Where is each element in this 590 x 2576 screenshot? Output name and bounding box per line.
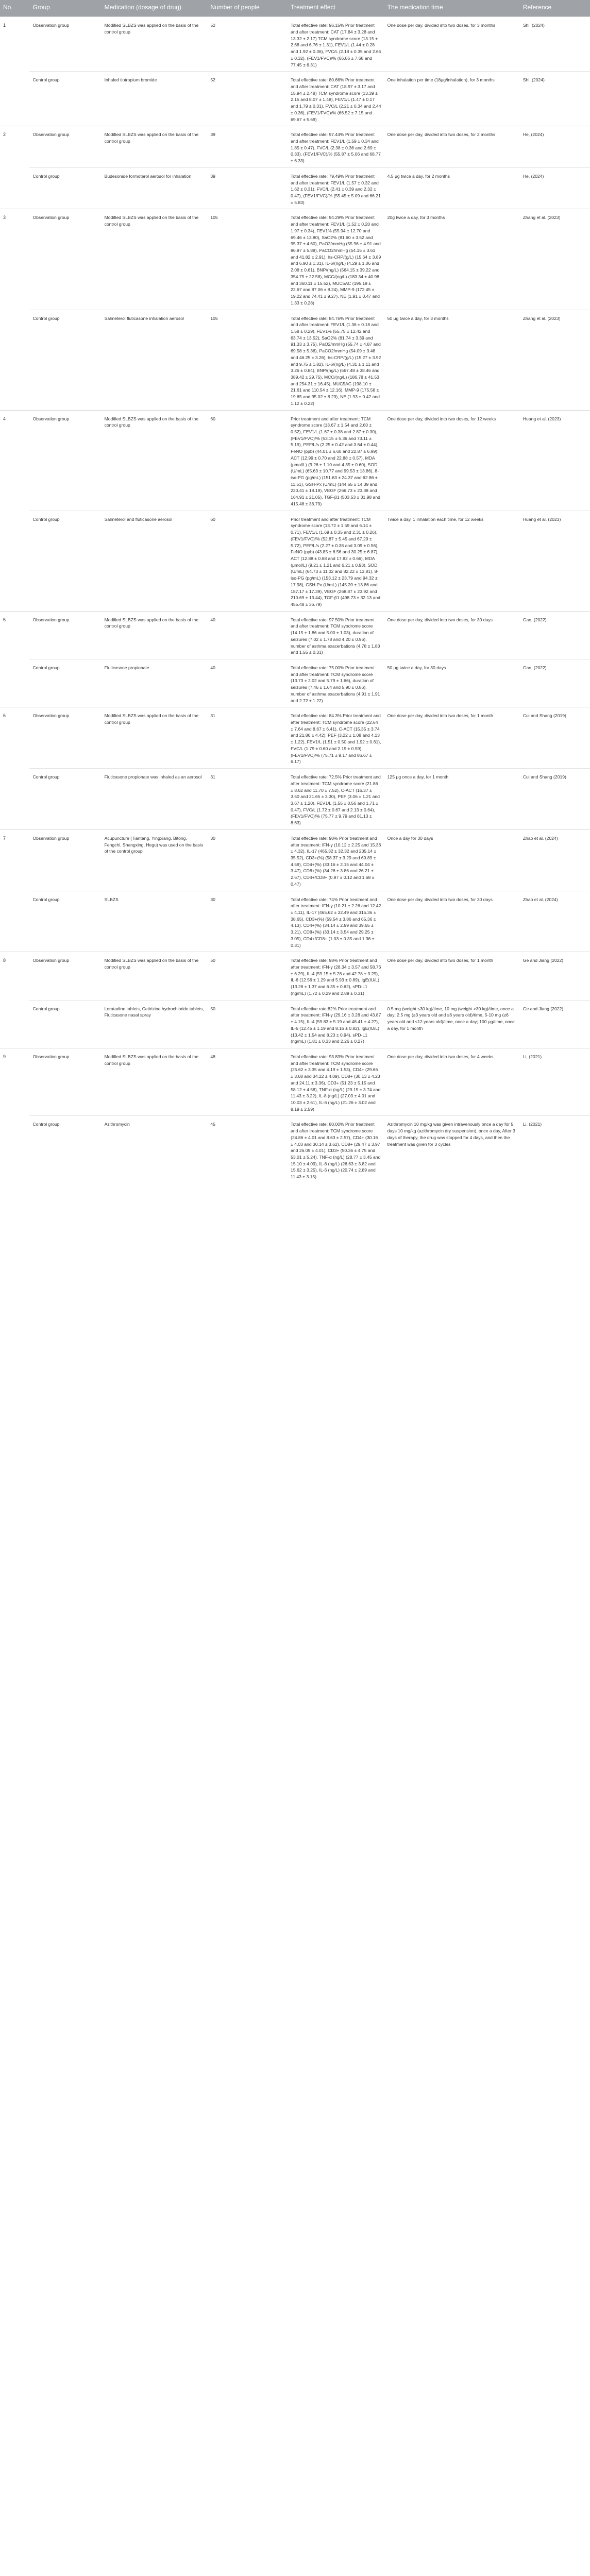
cell-group: Observation group — [29, 1048, 101, 1115]
table-row — [0, 17, 590, 72]
cell-reference: Cui and Shang (2019) — [520, 707, 590, 769]
cell-reference: He, (2024) — [520, 167, 590, 209]
cell-number: 30 — [207, 829, 288, 891]
table-body — [0, 17, 590, 1183]
cell-time: One inhalation per time (18μg/inhalation), for 3 months — [384, 72, 520, 126]
cell-group: Control group — [29, 167, 101, 209]
table-row — [0, 769, 590, 830]
cell-medication: Modified SLBZS was applied on the basis of the control group — [102, 410, 208, 511]
table-row — [0, 72, 590, 126]
cell-number: 52 — [207, 72, 288, 126]
study-number: 8 — [0, 952, 29, 1048]
cell-medication: SLBZS — [102, 891, 208, 952]
cell-medication: Fluticasone propionate was inhaled as an aerosol — [102, 769, 208, 830]
cell-number: 60 — [207, 511, 288, 611]
cell-time: 20g twice a day, for 3 months — [384, 209, 520, 310]
cell-group: Observation group — [29, 17, 101, 72]
table-row — [0, 1048, 590, 1115]
cell-group: Observation group — [29, 126, 101, 168]
header-reference: Reference — [520, 0, 590, 17]
study-number: 3 — [0, 209, 29, 410]
cell-time: One dose per day, divided into two doses, for 12 weeks — [384, 410, 520, 511]
header-row — [0, 0, 590, 17]
cell-medication: Fluticasone propionate — [102, 659, 208, 707]
cell-time: One dose per day, divided into two doses, for 4 weeks — [384, 1048, 520, 1115]
header-medication: Medication (dosage of drug) — [102, 0, 208, 17]
table-row — [0, 659, 590, 707]
cell-effect: Prior treatment and after treatment: TCM syndrome score (13.72 ± 1.59 and 6.14 ± 0.71), FEV1/L (1.69 ± 0.35 and 2.31 ± 0.26), (FEV1/FVC)/% (52.87 ± 5.45 and 67.29 ± 5.72), PEF/L/s (2.27 ± 0.38 and 3.09 ± 0.56), FeNO (ppb) (43.85 ± 6.56 and 30.25 ± 6.87), ACT (12.88 ± 0.68 and 17.82 ± 0.66), MDA (μmol/L) (9.21 ± 1.21 and 6.21 ± 0.93), SOD (U/mL) (64.73 ± 11.02 and 82.22 ± 13.81), 8-iso-PG (pg/mL) (153.12 ± 23.79 and 94.32 ± 17.98), GSH-Px (U/mL) (145.20 ± 13.86 and 187.17 ± 17.39), VEGF (268.87 ± 23.92 and 210.69 ± 13.44), TGF-β1 (498.73 ± 32.13 and 455.48 ± 36.79) — [288, 511, 384, 611]
cell-time: One dose per day, divided into two doses, for 1 month — [384, 952, 520, 1000]
table-row — [0, 891, 590, 952]
cell-number: 52 — [207, 17, 288, 72]
cell-time: Twice a day, 1 inhalation each time, for 12 weeks — [384, 511, 520, 611]
table-row — [0, 1116, 590, 1183]
cell-reference: Huang et al. (2023) — [520, 410, 590, 511]
cell-effect: Total effective rate: 93.83% Prior treatment and after treatment: TCM syndrome score (25.62 ± 3.35 and 4.19 ± 1.53), CD4+ (29.66 ± 3.68 and 34.22 ± 4.09), CD8+ (30.13 ± 4.23 and 24.11 ± 3.36), CD3+ (51.23 ± 5.15 and 58.12 ± 4.58), TNF-α (ng/L) (29.15 ± 3.74 and 11.43 ± 3.22), IL-8 (ng/L) (27.03 ± 4.01 and 10.03 ± 2.61), IL-6 (ng/L) (21.26 ± 3.02 and 8.19 ± 2.59) — [288, 1048, 384, 1115]
cell-time: 125 μg once a day, for 1 month — [384, 769, 520, 830]
cell-time: Azithromycin 10 mg/kg was given intravenously once a day for 5 days 10 mg/kg (azithromycin dry suspension), once a day, After 3 days of therapy, the drug was stopped for 4 days, and then the treatment was given for 3 cycles — [384, 1116, 520, 1183]
table-row — [0, 707, 590, 769]
table-row — [0, 952, 590, 1000]
cell-group: Control group — [29, 659, 101, 707]
cell-reference: Zhang et al. (2023) — [520, 209, 590, 310]
cell-medication: Azithromycin — [102, 1116, 208, 1183]
cell-group: Control group — [29, 310, 101, 410]
cell-time: 50 μg twice a day, for 3 months — [384, 310, 520, 410]
study-number: 6 — [0, 707, 29, 830]
cell-effect: Total effective rate: 80.66% Prior treatment and after treatment: CAT (18.97 ± 3.17 and 15.94 ± 2.48) TCM syndrome score (13.39 ± 2.15 and 8.07 ± 1.48), FEV1/L (1.47 ± 0.17 and 1.79 ± 0.31), FVC/L (2.21 ± 0.34 and 2.44 ± 0.36), (FEV1/FVC)/% (66.52 ± 7.15 and 69.67 ± 5.69) — [288, 72, 384, 126]
cell-medication: Modified SLBZS was applied on the basis of the control group — [102, 1048, 208, 1115]
cell-reference: Cui and Shang (2019) — [520, 769, 590, 830]
cell-effect: Total effective rate: 80.00% Prior treatment and after treatment: TCM syndrome score (24.86 ± 4.01 and 8.63 ± 2.57), CD4+ (30.16 ± 4.03 and 30.14 ± 3.62), CD8+ (29.47 ± 3.97 and 26.09 ± 4.01), CD3+ (50.36 ± 4.75 and 53.01 ± 5.24), TNF-α (ng/L) (28.77 ± 3.45 and 15.10 ± 4.09), IL-8 (ng/L) (26.63 ± 3.82 and 15.62 ± 3.25), IL-6 (ng/L) (20.74 ± 2.89 and 11.43 ± 3.15) — [288, 1116, 384, 1183]
cell-group: Observation group — [29, 209, 101, 310]
cell-medication: Salmeterol and fluticasone aerosol — [102, 511, 208, 611]
cell-effect: Total effective rate: 97.50% Prior treatment and after treatment: TCM syndrome score (14.15 ± 1.86 and 5.00 ± 1.03), duration of seizures (7.02 ± 1.78 and 4.20 ± 0.96), number of asthma exacerbations (4.78 ± 1.83 and 1.55 ± 0.31) — [288, 611, 384, 659]
table-row — [0, 209, 590, 310]
comparison-table-container — [0, 0, 590, 1183]
cell-number: 31 — [207, 769, 288, 830]
cell-group: Observation group — [29, 707, 101, 769]
cell-reference: He, (2024) — [520, 126, 590, 168]
cell-medication: Inhaled tiotropium bromide — [102, 72, 208, 126]
cell-reference: Zhao et al. (2024) — [520, 891, 590, 952]
cell-effect: Total effective rate: 96.15% Prior treatment and after treatment: CAT (17.84 ± 3.28 and 13.32 ± 2.17) TCM syndrome score (13.15 ± 2.68 and 6.76 ± 1.31), FEV1/L (1.44 ± 0.28 and 1.92 ± 0.36), FVC/L (2.18 ± 0.35 and 2.65 ± 0.32), (FEV1/FVC)/% (66.06 ± 7.68 and 77.45 ± 6.31) — [288, 17, 384, 72]
study-number: 7 — [0, 829, 29, 952]
cell-number: 105 — [207, 310, 288, 410]
table-row — [0, 310, 590, 410]
cell-effect: Total effective rate: 90% Prior treatment and after treatment: IFN-γ (10.12 ± 2.25 and 15.36 ± 4.32), IL-17 (465.32 ± 32.32 and 235.14 ± 35.52), CD3+(%) (58.37 ± 3.29 and 69.89 ± 4.59), CD4+(%) (33.16 ± 2.15 and 44.04 ± 3.47), CD8+(%) (34.28 ± 3.86 and 26.21 ± 2.67), CD4+/CD8+ (0.97 ± 0.12 and 1.68 ± 0.47) — [288, 829, 384, 891]
cell-number: 31 — [207, 707, 288, 769]
cell-medication: Modified SLBZS was applied on the basis of the control group — [102, 707, 208, 769]
cell-effect: Total effective rate: 98% Prior treatment and after treatment: IFN-γ (28.34 ± 3.57 and 58.76 ± 6.29), IL-4 (59.15 ± 5.28 and 42.78 ± 3.29), IL-6 (12.56 ± 1.29 and 5.93 ± 0.89), IgE(IU/L) (13.26 ± 1.37 and 6.35 ± 0.62), sPD-L1 (ng/mL) (1.72 ± 0.29 and 2.89 ± 0.31) — [288, 952, 384, 1000]
table-row — [0, 410, 590, 511]
cell-group: Observation group — [29, 952, 101, 1000]
cell-effect: Total effective rate: 72.5% Prior treatment and after treatment: TCM syndrome score (21.86 ± 8.62 and 11.70 ± 7.52), C-ACT (16.37 ± 3.50 and 21.65 ± 3.30), PEF (3.06 ± 1.21 and 3.67 ± 1.20), FEV1/L (1.55 ± 0.56 and 1.71 ± 0.47), FVC/L (1.72 ± 0.67 and 2.13 ± 0.64), (FEV1/FVC)/% (75.77 ± 9.79 and 81.13 ± 8.63) — [288, 769, 384, 830]
header-time: The medication time — [384, 0, 520, 17]
cell-group: Control group — [29, 511, 101, 611]
cell-number: 39 — [207, 167, 288, 209]
cell-number: 40 — [207, 659, 288, 707]
cell-medication: Modified SLBZS was applied on the basis of the control group — [102, 126, 208, 168]
cell-time: One dose per day, divided into two doses, for 30 days — [384, 611, 520, 659]
table-row — [0, 829, 590, 891]
cell-number: 48 — [207, 1048, 288, 1115]
cell-group: Control group — [29, 769, 101, 830]
cell-time: Once a day for 30 days — [384, 829, 520, 891]
cell-effect: Total effective rate: 84.3% Prior treatment and after treatment: TCM syndrome score (22.64 ± 7.64 and 8.67 ± 6.41), C-ACT (15.35 ± 3.74 and 21.86 ± 4.42), PEF (3.22 ± 1.08 and 4.13 ± 1.22), FEV1/L (1.51 ± 0.50 and 1.92 ± 0.61), FVC/L (1.79 ± 0.60 and 2.19 ± 0.59), (FEV1/FVC)/% (75.71 ± 9.17 and 86.67 ± 6.17) — [288, 707, 384, 769]
cell-time: One dose per day, divided into two doses, for 3 months — [384, 17, 520, 72]
cell-medication: Modified SLBZS was applied on the basis of the control group — [102, 17, 208, 72]
cell-effect: Total effective rate:82% Prior treatment and after treatment: IFN-γ (29.16 ± 3.28 and 43.87 ± 4.15), IL-4 (59.83 ± 5.19 and 48.41 ± 4.27), IL-6 (12.45 ± 1.19 and 8.16 ± 0.82), IgE(IU/L) (13.42 ± 1.54 and 8.23 ± 0.94), sPD-L1 (ng/mL) (1.81 ± 0.33 and 2.26 ± 0.27) — [288, 1000, 384, 1048]
cell-medication: Modified SLBZS was applied on the basis of the control group — [102, 952, 208, 1000]
table-row — [0, 611, 590, 659]
cell-reference: Huang et al. (2023) — [520, 511, 590, 611]
study-number: 2 — [0, 126, 29, 209]
cell-medication: Acupuncture (Tiantang, Yingxiang, Bitong, Fengchi, Shangxing, Hegu) was used on the basis of the control group — [102, 829, 208, 891]
cell-reference: Ge and Jiang (2022) — [520, 952, 590, 1000]
table-header — [0, 0, 590, 17]
cell-effect: Total effective rate: 94.29% Prior treatment and after treatment: FEV1/L (1.52 ± 0.20 and 1.97 ± 0.34), FEV1% (55.94 ± 12.70 and 69.46 ± 13.80), SaO2% (81.60 ± 3.52 and 95.37 ± 4.60), PaO2/mmHg (55.96 ± 4.91 and 86.97 ± 5.88), PaCO2/mmHg (54.15 ± 3.61 and 41.82 ± 2.91), hs-CRP/(g/L) (15.64 ± 3.89 and 6.90 ± 1.31), IL-6/(ng/L) (4.29 ± 1.06 and 2.08 ± 0.61), BNP/(ng/L) (564.15 ± 39.22 and 354.75 ± 22.58), MCC/(ng/L) (183.34 ± 40.98 and 360.11 ± 15.52), MUC5AC (195.19 ± 22.67 and 87.06 ± 8.24), MMP-9 (172.45 ± 19.22 and 74.41 ± 9.27), NE (1.91 ± 0.47 and 1.33 ± 0.28) — [288, 209, 384, 310]
study-number: 4 — [0, 410, 29, 611]
header-effect: Treatment effect — [288, 0, 384, 17]
comparison-table — [0, 0, 590, 1183]
header-no: No. — [0, 0, 29, 17]
cell-effect: Total effective rate: 75.00% Prior treatment and after treatment: TCM syndrome score (13.73 ± 2.02 and 5.79 ± 1.66), duration of seizures (7.46 ± 1.64 and 5.90 ± 0.86), number of asthma exacerbations (4.91 ± 1.91 and 2.72 ± 1.22) — [288, 659, 384, 707]
cell-time: 4.5 μg twice a day, for 2 months — [384, 167, 520, 209]
cell-effect: Total effective rate: 97.44% Prior treatment and after treatment: FEV1/L (1.59 ± 0.34 and 1.85 ± 0.47), FVC/L (2.38 ± 0.36 and 2.69 ± 0.33), (FEV1/FVC)/% (55.87 ± 5.06 and 68.77 ± 6.33) — [288, 126, 384, 168]
table-row — [0, 126, 590, 168]
table-row — [0, 1000, 590, 1048]
cell-number: 45 — [207, 1116, 288, 1183]
cell-reference: Zhang et al. (2023) — [520, 310, 590, 410]
cell-group: Control group — [29, 891, 101, 952]
cell-reference: Shi, (2024) — [520, 72, 590, 126]
cell-effect: Total effective rate: 84.76% Prior treatment and after treatment: FEV1/L (1.36 ± 0.18 and 1.58 ± 0.29), FEV1% (55.75 ± 12.42 and 63.74 ± 13.52), SaO2% (81.74 ± 3.39 and 91.33 ± 3.75), PaO2/mmHg (55.74 ± 4.87 and 69.58 ± 5.36), PaCO2/mmHg (54.09 ± 3.48 and 46.25 ± 3.26), hs-CRP/(g/L) (15.27 ± 3.92 and 9.75 ± 1.82), IL-6/(ng/L) (4.31 ± 1.11 and 3.26 ± 0.84), BNP/(ng/L) (567.48 ± 38.46 and 389.42 ± 29.75), MCC/(ng/L) (186.78 ± 41.53 and 254.31 ± 16.45), MUC5AC (198.10 ± 21.61 and 110.54 ± 12.16), MMP-9 (175.58 ± 19.65 and 95.02 ± 8.23), NE (1.93 ± 0.42 and 1.12 ± 0.22) — [288, 310, 384, 410]
cell-time: One dose per day, divided into two doses, for 1 month — [384, 707, 520, 769]
cell-reference: Shi, (2024) — [520, 17, 590, 72]
study-number: 5 — [0, 611, 29, 707]
cell-time: 0.5 mg (weight ≤30 kg)/time, 10 mg (weight >30 kg)/time, once a day; 2.5 mg (≥3 years old and ≤6 years old)/time, 5-10 mg (≥6 years old and ≤12 years old)/time, once a day; 100 μg/time, once a day, for 1 month — [384, 1000, 520, 1048]
cell-effect: Total effective rate: 79.49% Prior treatment and after treatment: FEV1/L (1.57 ± 0.32 and 1.62 ± 0.31), FVC/L (2.41 ± 0.39 and 2.32 ± 0.47), (FEV1/FVC)/% (55.45 ± 5.09 and 66.21 ± 5.83) — [288, 167, 384, 209]
table-row — [0, 511, 590, 611]
study-number: 1 — [0, 17, 29, 126]
cell-reference: Zhao et al. (2024) — [520, 829, 590, 891]
cell-medication: Modified SLBZS was applied on the basis of the control group — [102, 209, 208, 310]
cell-reference: Gao, (2022) — [520, 611, 590, 659]
cell-number: 60 — [207, 410, 288, 511]
cell-number: 50 — [207, 952, 288, 1000]
cell-reference: Ge and Jiang (2022) — [520, 1000, 590, 1048]
cell-number: 39 — [207, 126, 288, 168]
cell-number: 50 — [207, 1000, 288, 1048]
cell-group: Control group — [29, 72, 101, 126]
cell-reference: Li, (2021) — [520, 1116, 590, 1183]
cell-group: Control group — [29, 1116, 101, 1183]
cell-time: One dose per day, divided into two doses, for 30 days — [384, 891, 520, 952]
header-group: Group — [29, 0, 101, 17]
cell-number: 105 — [207, 209, 288, 310]
cell-reference: Li, (2021) — [520, 1048, 590, 1115]
cell-group: Observation group — [29, 410, 101, 511]
cell-number: 40 — [207, 611, 288, 659]
cell-medication: Salmeterol fluticasone inhalation aerosol — [102, 310, 208, 410]
header-number: Number of people — [207, 0, 288, 17]
cell-time: One dose per day, divided into two doses, for 2 months — [384, 126, 520, 168]
cell-effect: Total effective rate: 74% Prior treatment and after treatment: IFN-γ (10.21 ± 2.26 and 12.42 ± 4.11), IL-17 (465.62 ± 32.49 and 315.36 ± 38.65), CD3+(%) (59.54 ± 3.86 and 65.36 ± 4.13), CD4+(%) (34.14 ± 2.99 and 39.65 ± 3.21), CD8+(%) (33.14 ± 3.54 and 29.25 ± 3.05), CD4+/CD8+ (1.03 ± 0.35 and 1.36 ± 0.31) — [288, 891, 384, 952]
cell-group: Control group — [29, 1000, 101, 1048]
cell-time: 50 μg twice a day, for 30 days — [384, 659, 520, 707]
table-row — [0, 167, 590, 209]
cell-group: Observation group — [29, 611, 101, 659]
cell-medication: Budesonide formoterol aerosol for inhalation — [102, 167, 208, 209]
cell-number: 30 — [207, 891, 288, 952]
cell-effect: Prior treatment and after treatment: TCM syndrome score (13.67 ± 1.54 and 2.60 ± 0.52), FEV1/L (1.67 ± 0.38 and 2.87 ± 0.30), (FEV1/FVC)/% (53.15 ± 5.36 and 73.11 ± 5.19), PEF/L/s (2.25 ± 0.42 and 3.64 ± 0.44), FeNO (ppb) (44.01 ± 6.60 and 22.87 ± 6.99), ACT (12.99 ± 0.70 and 22.88 ± 0.57), MDA (μmol/L) (9.26 ± 1.10 and 4.35 ± 0.60), SOD (U/mL) (65.63 ± 10.77 and 99.53 ± 13.86), 8-iso-PG (pg/mL) (151.63 ± 24.37 and 62.86 ± 11.51), GSH-Px (U/mL) (144.55 ± 14.39 and 220.41 ± 18.19), VEGF (266.73 ± 23.38 and 164.91 ± 21.05), TGF-β1 (503.53 ± 31.98 and 415.48 ± 36.79) — [288, 410, 384, 511]
cell-medication: Loratadine tablets, Cetirizine hydrochloride tablets, Fluticasone nasal spray — [102, 1000, 208, 1048]
cell-reference: Gao, (2022) — [520, 659, 590, 707]
cell-medication: Modified SLBZS was applied on the basis of the control group — [102, 611, 208, 659]
cell-group: Observation group — [29, 829, 101, 891]
study-number: 9 — [0, 1048, 29, 1183]
